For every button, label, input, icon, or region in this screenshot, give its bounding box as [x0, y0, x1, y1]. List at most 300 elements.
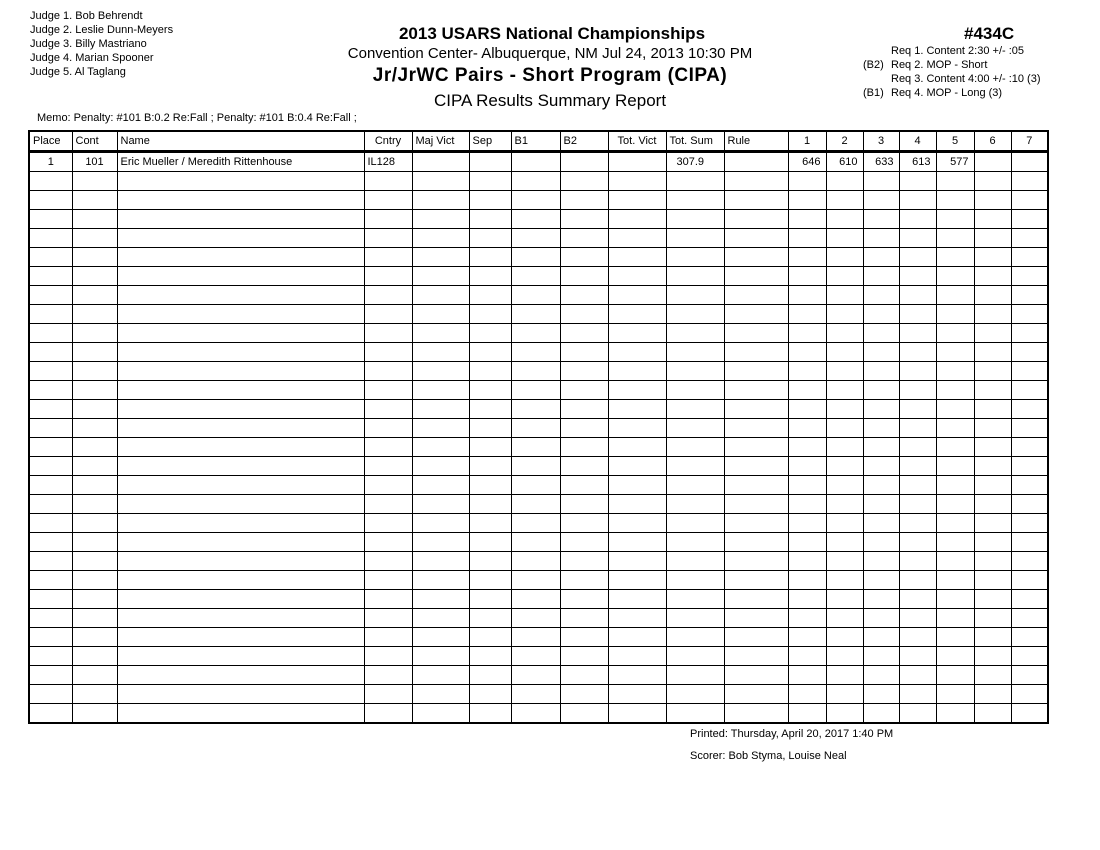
cell-empty: [511, 571, 560, 590]
cell-empty: [364, 229, 412, 248]
cell-empty: [117, 381, 364, 400]
cell-empty: [560, 476, 608, 495]
cell-empty: [29, 533, 72, 552]
cell-empty: [469, 381, 511, 400]
cell-empty: [826, 647, 863, 666]
judge-1: Judge 1. Bob Behrendt: [30, 10, 143, 22]
cell-cont: 101: [72, 152, 117, 172]
table-row-empty: [29, 533, 1048, 552]
table-row-empty: [29, 647, 1048, 666]
cell-empty: [1011, 533, 1048, 552]
cell-empty: [724, 647, 788, 666]
cell-empty: [724, 172, 788, 191]
cell-empty: [412, 362, 469, 381]
cell-empty: [863, 191, 899, 210]
cell-empty: [724, 609, 788, 628]
cell-empty: [511, 172, 560, 191]
requirement-3: Req 3. Content 4:00 +/- :10 (3): [891, 73, 1041, 85]
cell-empty: [511, 248, 560, 267]
cell-empty: [364, 267, 412, 286]
table-row-empty: [29, 229, 1048, 248]
cell-empty: [412, 476, 469, 495]
cell-empty: [1011, 267, 1048, 286]
cell-empty: [974, 514, 1011, 533]
cell-empty: [666, 495, 724, 514]
cell-empty: [788, 666, 826, 685]
cell-empty: [117, 495, 364, 514]
cell-empty: [974, 419, 1011, 438]
col-cont: Cont: [72, 131, 117, 152]
table-row-empty: [29, 628, 1048, 647]
cell-empty: [974, 324, 1011, 343]
cell-empty: [412, 590, 469, 609]
cell-empty: [117, 457, 364, 476]
cell-empty: [974, 229, 1011, 248]
cell-empty: [608, 381, 666, 400]
cell-empty: [117, 571, 364, 590]
cell-empty: [29, 172, 72, 191]
cell-empty: [666, 191, 724, 210]
cell-empty: [936, 229, 974, 248]
cell-empty: [863, 685, 899, 704]
cell-empty: [29, 324, 72, 343]
cell-empty: [724, 666, 788, 685]
cell-empty: [511, 210, 560, 229]
competition-title: [0, 24, 1100, 44]
cell-empty: [788, 286, 826, 305]
cell-empty: [511, 685, 560, 704]
cell-empty: [511, 533, 560, 552]
cell-empty: [29, 305, 72, 324]
cell-empty: [936, 381, 974, 400]
cell-empty: [117, 647, 364, 666]
cell-empty: [826, 438, 863, 457]
cell-empty: [29, 362, 72, 381]
cell-empty: [899, 628, 936, 647]
cell-b1: [511, 152, 560, 172]
cell-empty: [29, 457, 72, 476]
cell-empty: [974, 609, 1011, 628]
cell-empty: [364, 438, 412, 457]
table-row-empty: [29, 286, 1048, 305]
cell-empty: [724, 381, 788, 400]
cell-empty: [469, 476, 511, 495]
cell-empty: [936, 343, 974, 362]
cell-empty: [117, 305, 364, 324]
cell-empty: [788, 590, 826, 609]
cell-empty: [826, 381, 863, 400]
cell-empty: [1011, 210, 1048, 229]
col-judge-7: 7: [1011, 131, 1048, 152]
cell-empty: [511, 305, 560, 324]
cell-empty: [724, 514, 788, 533]
cell-empty: [724, 210, 788, 229]
cell-empty: [724, 248, 788, 267]
cell-empty: [788, 628, 826, 647]
col-b1: B1: [511, 131, 560, 152]
cell-empty: [788, 400, 826, 419]
cell-empty: [666, 305, 724, 324]
cell-empty: [1011, 609, 1048, 628]
cell-empty: [899, 609, 936, 628]
requirements-list: [863, 44, 1041, 100]
cell-empty: [560, 628, 608, 647]
cell-empty: [666, 476, 724, 495]
cell-empty: [29, 210, 72, 229]
col-judge-6: 6: [974, 131, 1011, 152]
judge-5: Judge 5. Al Taglang: [30, 66, 126, 78]
cell-empty: [724, 628, 788, 647]
event-title: Jr/JrWC Pairs - Short Program (CIPA): [372, 65, 728, 86]
cell-empty: [899, 305, 936, 324]
report-title: CIPA Results Summary Report: [433, 91, 667, 110]
cell-empty: [724, 685, 788, 704]
cell-empty: [974, 362, 1011, 381]
cell-empty: [826, 628, 863, 647]
cell-empty: [608, 210, 666, 229]
cell-empty: [511, 267, 560, 286]
cell-empty: [863, 495, 899, 514]
table-header-row: [29, 131, 1048, 152]
cell-rule: [724, 152, 788, 172]
cell-empty: [364, 628, 412, 647]
cell-empty: [863, 647, 899, 666]
cell-empty: [899, 438, 936, 457]
cell-empty: [899, 514, 936, 533]
cell-empty: [863, 172, 899, 191]
cell-empty: [412, 210, 469, 229]
cell-empty: [72, 552, 117, 571]
table-row-empty: [29, 571, 1048, 590]
cell-empty: [863, 229, 899, 248]
cell-empty: [826, 704, 863, 724]
cell-empty: [666, 647, 724, 666]
cell-judge-3: 633: [863, 152, 899, 172]
cell-empty: [560, 590, 608, 609]
cell-empty: [724, 438, 788, 457]
cell-empty: [899, 533, 936, 552]
col-judge-2: 2: [826, 131, 863, 152]
cell-empty: [469, 590, 511, 609]
col-tot-sum: Tot. Sum: [666, 131, 724, 152]
cell-empty: [469, 191, 511, 210]
cell-empty: [29, 476, 72, 495]
cell-empty: [936, 362, 974, 381]
cell-empty: [412, 172, 469, 191]
cell-empty: [511, 495, 560, 514]
cell-empty: [1011, 419, 1048, 438]
cell-empty: [1011, 305, 1048, 324]
table-row-empty: [29, 514, 1048, 533]
cell-empty: [469, 552, 511, 571]
cell-empty: [863, 400, 899, 419]
cell-empty: [863, 286, 899, 305]
cell-empty: [724, 362, 788, 381]
cell-empty: [364, 609, 412, 628]
cell-empty: [560, 210, 608, 229]
cell-empty: [469, 210, 511, 229]
cell-empty: [511, 666, 560, 685]
cell-empty: [899, 248, 936, 267]
cell-empty: [863, 438, 899, 457]
cell-empty: [863, 571, 899, 590]
cell-empty: [469, 229, 511, 248]
cell-empty: [117, 628, 364, 647]
cell-empty: [974, 172, 1011, 191]
cell-empty: [724, 286, 788, 305]
cell-empty: [560, 666, 608, 685]
cell-empty: [936, 495, 974, 514]
cell-empty: [117, 438, 364, 457]
cell-empty: [72, 647, 117, 666]
cell-empty: [724, 704, 788, 724]
cell-empty: [826, 514, 863, 533]
cell-empty: [899, 229, 936, 248]
cell-empty: [29, 571, 72, 590]
cell-empty: [666, 571, 724, 590]
cell-empty: [936, 628, 974, 647]
cell-empty: [608, 172, 666, 191]
cell-empty: [608, 571, 666, 590]
cell-empty: [724, 324, 788, 343]
cell-empty: [974, 210, 1011, 229]
cell-empty: [72, 305, 117, 324]
cell-judge-2: 610: [826, 152, 863, 172]
cell-empty: [469, 362, 511, 381]
cell-empty: [666, 324, 724, 343]
cell-empty: [936, 324, 974, 343]
cell-empty: [666, 704, 724, 724]
cell-empty: [1011, 476, 1048, 495]
requirement-2: (B2) Req 2. MOP - Short: [863, 59, 988, 71]
table-row-empty: [29, 685, 1048, 704]
cell-empty: [1011, 400, 1048, 419]
cell-empty: [863, 343, 899, 362]
cell-empty: [863, 362, 899, 381]
cell-empty: [724, 419, 788, 438]
cell-empty: [608, 286, 666, 305]
cell-empty: [560, 267, 608, 286]
cell-tot-vict: [608, 152, 666, 172]
cell-maj-vict: [412, 152, 469, 172]
cell-empty: [412, 552, 469, 571]
cell-empty: [899, 571, 936, 590]
cell-empty: [29, 438, 72, 457]
cell-sep: [469, 152, 511, 172]
cell-empty: [724, 552, 788, 571]
cell-empty: [936, 286, 974, 305]
cell-empty: [788, 495, 826, 514]
cell-empty: [29, 495, 72, 514]
cell-empty: [1011, 343, 1048, 362]
cell-empty: [666, 229, 724, 248]
cell-empty: [72, 685, 117, 704]
cell-empty: [117, 419, 364, 438]
cell-empty: [364, 419, 412, 438]
cell-empty: [560, 438, 608, 457]
cell-empty: [863, 476, 899, 495]
table-row-empty: [29, 666, 1048, 685]
cell-empty: [560, 362, 608, 381]
cell-empty: [1011, 495, 1048, 514]
cell-empty: [788, 552, 826, 571]
cell-empty: [666, 343, 724, 362]
cell-empty: [863, 210, 899, 229]
cell-empty: [72, 590, 117, 609]
cell-empty: [117, 666, 364, 685]
cell-empty: [412, 704, 469, 724]
cell-empty: [560, 609, 608, 628]
cell-empty: [469, 248, 511, 267]
cell-empty: [974, 381, 1011, 400]
cell-empty: [666, 248, 724, 267]
cell-empty: [412, 609, 469, 628]
cell-empty: [469, 400, 511, 419]
cell-empty: [72, 286, 117, 305]
cell-empty: [899, 400, 936, 419]
cell-empty: [72, 571, 117, 590]
cell-empty: [117, 704, 364, 724]
cell-empty: [469, 704, 511, 724]
cell-empty: [936, 457, 974, 476]
cell-empty: [826, 362, 863, 381]
cell-empty: [788, 343, 826, 362]
cell-empty: [1011, 191, 1048, 210]
cell-place: 1: [29, 152, 72, 172]
cell-empty: [666, 286, 724, 305]
cell-empty: [364, 704, 412, 724]
cell-empty: [974, 552, 1011, 571]
cell-empty: [560, 419, 608, 438]
cell-judge-1: 646: [788, 152, 826, 172]
cell-empty: [863, 248, 899, 267]
cell-empty: [899, 381, 936, 400]
cell-empty: [72, 324, 117, 343]
cell-empty: [469, 647, 511, 666]
cell-empty: [666, 419, 724, 438]
cell-empty: [469, 685, 511, 704]
cell-empty: [608, 191, 666, 210]
table-row-empty: [29, 438, 1048, 457]
cell-empty: [560, 381, 608, 400]
cell-empty: [899, 476, 936, 495]
cell-empty: [1011, 286, 1048, 305]
cell-empty: [788, 704, 826, 724]
table-row-empty: [29, 267, 1048, 286]
cell-empty: [936, 514, 974, 533]
cell-empty: [666, 590, 724, 609]
cell-empty: [560, 685, 608, 704]
cell-empty: [826, 267, 863, 286]
cell-empty: [936, 476, 974, 495]
cell-empty: [511, 476, 560, 495]
cell-empty: [364, 571, 412, 590]
cell-empty: [29, 229, 72, 248]
cell-empty: [608, 400, 666, 419]
cell-judge-7: [1011, 152, 1048, 172]
cell-empty: [608, 628, 666, 647]
cell-empty: [412, 514, 469, 533]
judge-4: Judge 4. Marian Spooner: [30, 52, 154, 64]
cell-empty: [72, 514, 117, 533]
cell-empty: [974, 267, 1011, 286]
cell-empty: [560, 172, 608, 191]
cell-empty: [826, 685, 863, 704]
cell-tot-sum: 307.9: [666, 152, 724, 172]
cell-empty: [29, 552, 72, 571]
cell-empty: [899, 552, 936, 571]
cell-empty: [666, 609, 724, 628]
cell-empty: [974, 666, 1011, 685]
cell-empty: [72, 248, 117, 267]
cell-empty: [117, 210, 364, 229]
cell-empty: [1011, 438, 1048, 457]
cell-empty: [364, 457, 412, 476]
cell-empty: [608, 267, 666, 286]
cell-empty: [412, 381, 469, 400]
cell-empty: [117, 286, 364, 305]
table-row-empty: [29, 381, 1048, 400]
memo: Memo: Penalty: #101 B:0.2 Re:Fall ; Penalty: #101 B:0.4 Re:Fall ;: [37, 112, 357, 124]
cell-empty: [936, 248, 974, 267]
cell-empty: [412, 324, 469, 343]
cell-empty: [1011, 381, 1048, 400]
cell-empty: [863, 419, 899, 438]
cell-empty: [974, 685, 1011, 704]
cell-empty: [936, 552, 974, 571]
cell-empty: [364, 495, 412, 514]
cell-empty: [788, 229, 826, 248]
cell-empty: [863, 628, 899, 647]
cell-empty: [1011, 248, 1048, 267]
cell-empty: [72, 476, 117, 495]
cell-empty: [826, 533, 863, 552]
table-row-empty: [29, 419, 1048, 438]
cell-empty: [788, 267, 826, 286]
cell-empty: [117, 191, 364, 210]
cell-empty: [788, 514, 826, 533]
cell-empty: [666, 552, 724, 571]
cell-empty: [511, 438, 560, 457]
cell-empty: [788, 647, 826, 666]
cell-empty: [826, 590, 863, 609]
cell-empty: [724, 343, 788, 362]
cell-empty: [364, 533, 412, 552]
cell-empty: [863, 590, 899, 609]
scorer-names: Scorer: Bob Styma, Louise Neal: [690, 750, 847, 762]
cell-empty: [511, 381, 560, 400]
cell-empty: [29, 400, 72, 419]
cell-empty: [72, 438, 117, 457]
cell-empty: [469, 343, 511, 362]
cell-empty: [1011, 552, 1048, 571]
cell-empty: [117, 400, 364, 419]
cell-empty: [974, 457, 1011, 476]
cell-empty: [608, 229, 666, 248]
cell-empty: [936, 419, 974, 438]
cell-empty: [899, 647, 936, 666]
cell-empty: [364, 647, 412, 666]
cell-empty: [412, 685, 469, 704]
cell-empty: [899, 666, 936, 685]
cell-empty: [666, 666, 724, 685]
cell-empty: [29, 381, 72, 400]
cell-empty: [364, 381, 412, 400]
cell-empty: [936, 438, 974, 457]
cell-empty: [974, 628, 1011, 647]
cell-empty: [863, 533, 899, 552]
cell-empty: [1011, 324, 1048, 343]
